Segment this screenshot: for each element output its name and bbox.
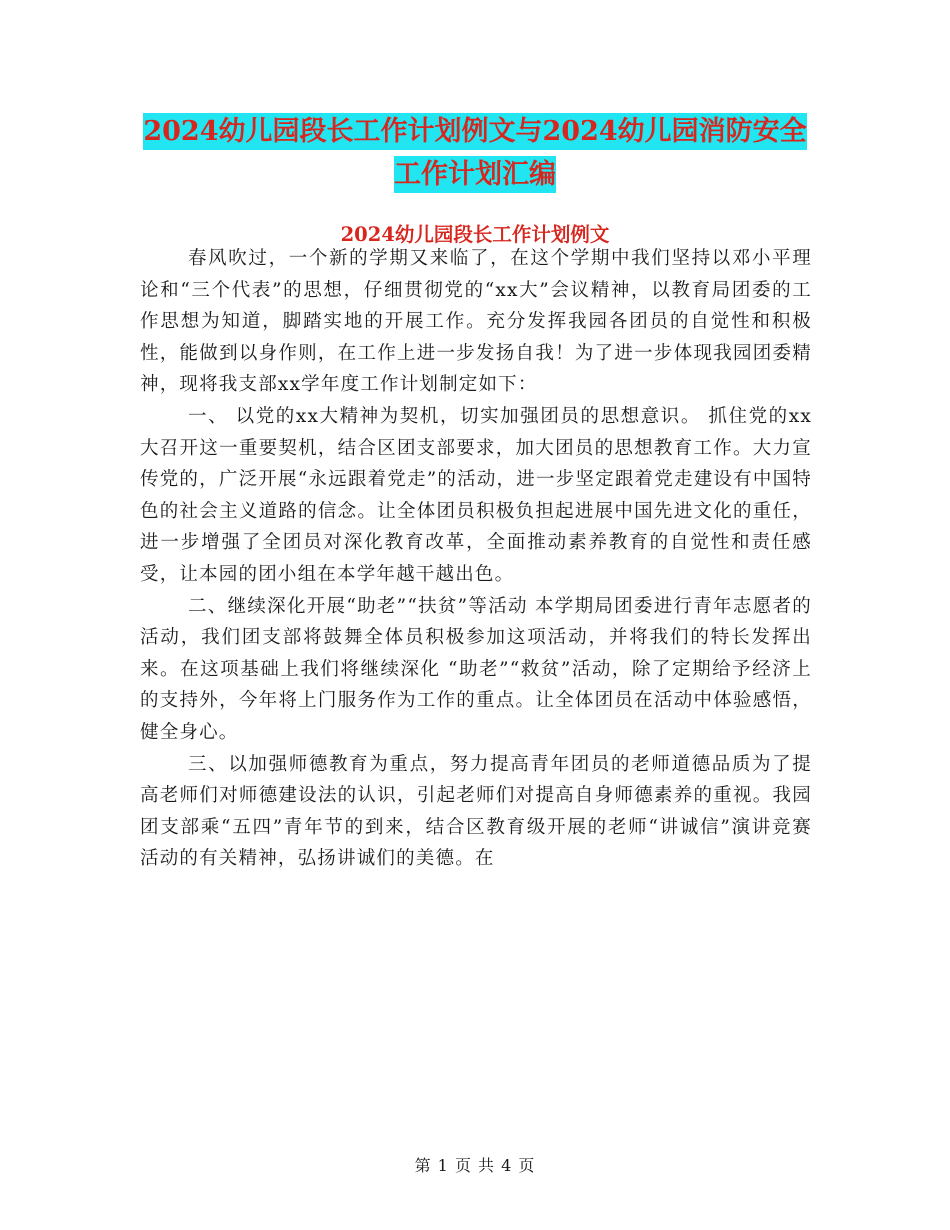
document-title-line-2: 工作计划汇编 [394, 156, 556, 193]
document-title [0, 110, 950, 196]
document-title-line-1: 2024幼儿园段长工作计划例文与2024幼儿园消防安全 [143, 113, 806, 150]
paragraph-point-2: 二、继续深化开展“助老”“扶贫”等活动 本学期局团委进行青年志愿者的活动，我们团支部将鼓舞全体员积极参加这项活动，并将我们的特长发挥出来。在这项基础上我们将继续深化 “助老”“救贫”活动，除了定期给予经济上的支持外，今年将上门服务作为工作的重点。让全体团员在活动中体验感悟，健全身心。 [140, 595, 812, 743]
paragraph-point-1: 一、 以党的xx大精神为契机，切实加强团员的思想意识。 抓住党的xx大召开这一重要契机，结合区团支部要求，加大团员的思想教育工作。大力宣传党的，广泛开展“永远跟着党走”的活动，进一步坚定跟着党走建设有中国特色的社会主义道路的信念。让全体团员积极负担起进展中国先进文化的重任，进一步增强了全团员对深化教育改革，全面推动素养教育的自觉性和责任感受，让本园的团小组在本学年越干越出色。 [140, 405, 812, 585]
section-title: 2024幼儿园段长工作计划例文 [340, 223, 610, 246]
document-body [140, 243, 812, 875]
page-footer: 第 1 页 共 4 页 [414, 1156, 536, 1175]
paragraph-point-3: 三、以加强师德教育为重点，努力提高青年团员的老师道德品质为了提高老师们对师德建设法的认识，引起老师们对提高自身师德素养的重视。我园团支部乘“五四”青年节的到来，结合区教育级开展的老师“讲诚信”演讲竞赛活动的有关精神，弘扬讲诚们的美德。在 [140, 753, 812, 870]
paragraph-intro: 春风吹过，一个新的学期又来临了，在这个学期中我们坚持以邓小平理论和“三个代表”的思想，仔细贯彻党的“xx大”会议精神，以教育局团委的工作思想为知道，脚踏实地的开展工作。充分发挥我园各团员的自觉性和积极性，能做到以身作则，在工作上进一步发扬自我！为了进一步体现我园团委精神，现将我支部xx学年度工作计划制定如下： [140, 248, 812, 396]
